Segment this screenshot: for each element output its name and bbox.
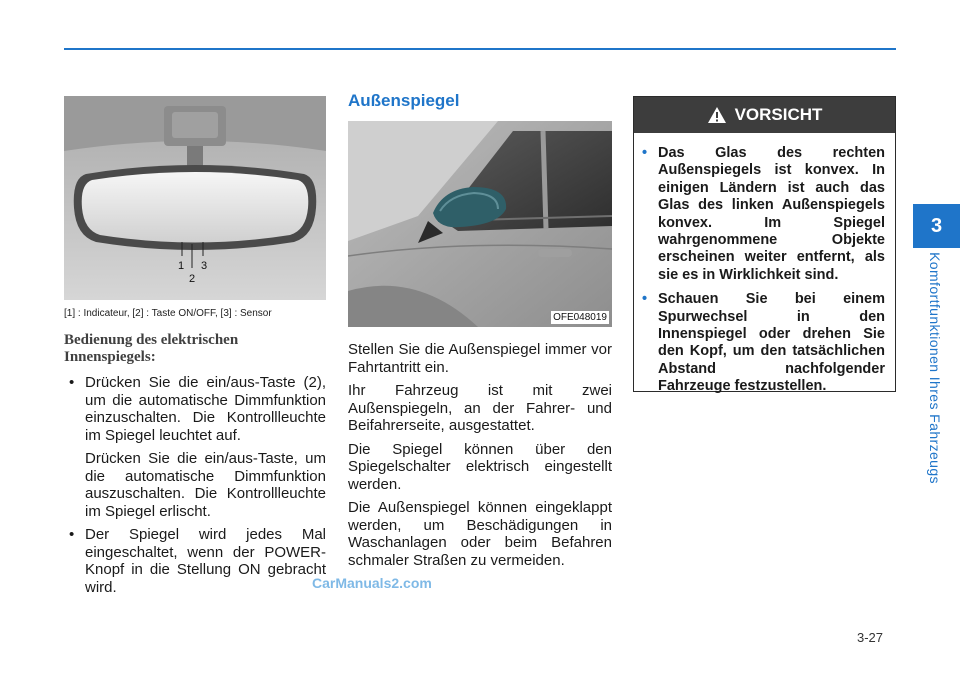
bullet-marker: • bbox=[69, 526, 75, 543]
heading-line-1: Bedienung des elektrischen bbox=[64, 332, 239, 348]
instruction-list-2 bbox=[64, 526, 326, 596]
bullet-text: Der Spiegel wird jedes Mal eingeschaltet, wenn der POWER-Knopf in die Stellung ON gebracht wird. bbox=[85, 526, 326, 596]
heading-line-2: Innenspiegels: bbox=[64, 349, 156, 365]
middle-column bbox=[348, 88, 612, 575]
caution-header bbox=[634, 97, 895, 133]
bullet-marker: • bbox=[69, 374, 75, 391]
rearview-mirror-figure bbox=[64, 96, 326, 300]
chapter-tab bbox=[913, 204, 960, 248]
list-item bbox=[64, 374, 326, 444]
right-column bbox=[633, 96, 896, 395]
watermark-link[interactable]: CarManuals2.com bbox=[312, 575, 432, 591]
bullet-marker: • bbox=[642, 291, 648, 308]
caution-text: Das Glas des rechten Außenspiegels ist konvex. In einigen Ländern ist auch das Glas des linken Außenspiegels konvex. Im Spiegel wahrgenommene Objekte erscheinen weiter entfernt, als sie es in Wirklichkeit sind. bbox=[658, 145, 885, 283]
chapter-side-title: Komfortfunktionen Ihres Fahrzeugs bbox=[927, 252, 943, 484]
top-rule bbox=[64, 48, 896, 50]
bullet-marker: • bbox=[642, 145, 648, 161]
bullet-text: Drücken Sie die ein/aus-Taste (2), um die automatische Dimmfunktion einzuschalten. Die Kontrollleuchte im Spiegel leuchtet auf. bbox=[85, 374, 326, 444]
chapter-number: 3 bbox=[930, 214, 943, 237]
warning-triangle-icon bbox=[707, 106, 727, 124]
rearview-mirror-illustration bbox=[64, 96, 326, 300]
caution-box bbox=[633, 96, 896, 395]
figure-code: OFE048019 bbox=[553, 312, 607, 323]
label-1: 1 bbox=[178, 260, 185, 272]
section-heading bbox=[64, 332, 326, 366]
caution-list bbox=[634, 133, 895, 396]
page-number: 3-27 bbox=[857, 630, 884, 645]
paragraph-3: Die Spiegel können über den Spiegelschalter elektrisch eingestellt werden. bbox=[348, 440, 612, 493]
left-column bbox=[64, 96, 326, 602]
label-2: 2 bbox=[189, 273, 196, 285]
instruction-list bbox=[64, 374, 326, 444]
list-item bbox=[642, 145, 885, 284]
caution-title: VORSICHT bbox=[734, 105, 823, 124]
bullet-continuation: Drücken Sie die ein/aus-Taste, um die automatische Dimmfunktion auszuschalten. Die Kontrollleuchte im Spiegel erlischt. bbox=[85, 450, 326, 520]
section-title: Außenspiegel bbox=[348, 91, 460, 110]
list-item bbox=[642, 291, 885, 395]
label-3: 3 bbox=[201, 260, 208, 272]
list-item bbox=[64, 526, 326, 596]
figure-caption: [1] : Indicateur, [2] : Taste ON/OFF, [3] : Sensor bbox=[64, 308, 272, 319]
caution-text: Schauen Sie bei einem Spurwechsel in den Innenspiegel oder drehen Sie den Kopf, um den tatsächlichen Abstand nachfolgender Fahrzeuge festzustellen. bbox=[658, 291, 885, 395]
paragraph-4: Die Außenspiegel können eingeklappt werden, um Beschädigungen in Waschanlagen oder beim Befahren schmaler Straßen zu vermeiden. bbox=[348, 499, 612, 569]
car-side-mirror-illustration bbox=[348, 121, 612, 327]
paragraph-2: Ihr Fahrzeug ist mit zwei Außenspiegeln, an der Fahrer- und Beifahrerseite, ausgestattet. bbox=[348, 382, 612, 434]
paragraph-1: Stellen Sie die Außenspiegel immer vor Fahrtantritt ein. bbox=[348, 341, 612, 376]
side-mirror-figure bbox=[348, 121, 612, 327]
